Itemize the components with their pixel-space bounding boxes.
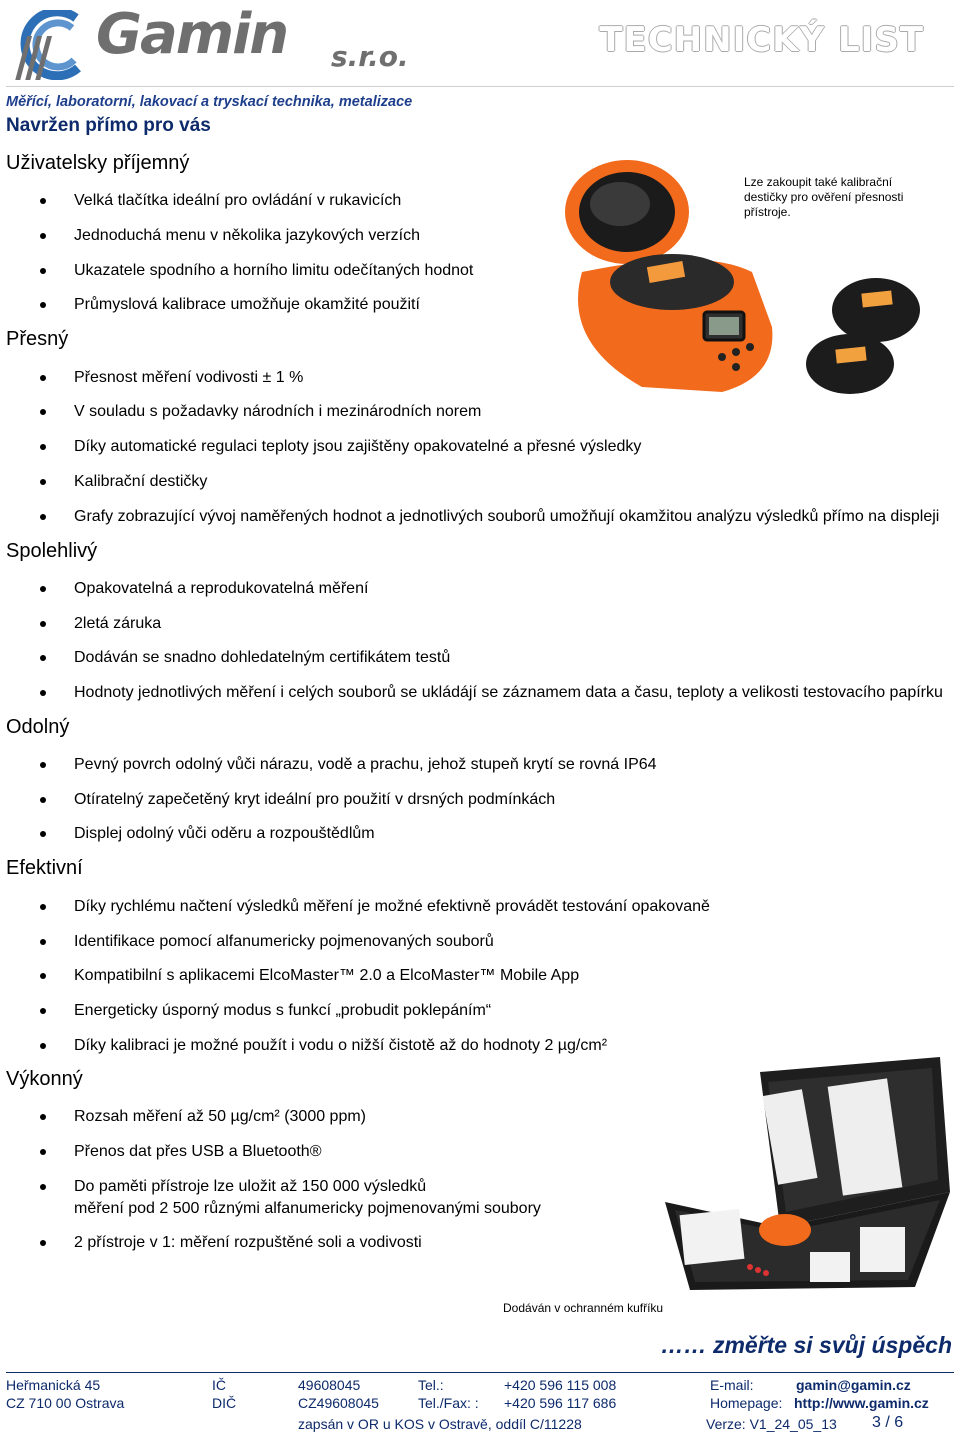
list-item: Hodnoty jednotlivých měření i celých souborů se ukládájí se záznamem data a času, teploty a velikosti testovacího papírku xyxy=(74,684,943,701)
list-item: Jednoduchá menu v několika jazykových verzích xyxy=(74,227,420,244)
bullet-icon xyxy=(40,690,46,696)
footer-homepage-label: Homepage: xyxy=(710,1395,783,1411)
footer-fax-label: Tel./Fax: : xyxy=(418,1395,479,1411)
list-item: Dodáván se snadno dohledatelným certifikátem testů xyxy=(74,649,451,666)
footer-dic-label: DIČ xyxy=(212,1395,237,1411)
list-item: 2 přístroje v 1: měření rozpuštěné soli a vodivosti xyxy=(74,1234,422,1251)
bullet-icon xyxy=(40,797,46,803)
list-item: Díky kalibraci je možné použít i vodu o nižší čistotě až do hodnoty 2 µg/cm² xyxy=(74,1037,608,1054)
list-item: V souladu s požadavky národních i mezinárodních norem xyxy=(74,403,482,420)
list-item: Identifikace pomocí alfanumericky pojmenovaných souborů xyxy=(74,933,494,950)
list-item: Přesnost měření vodivosti ± 1 % xyxy=(74,369,304,386)
bullet-icon xyxy=(40,302,46,308)
footer-ic-label: IČ xyxy=(212,1377,226,1393)
section-heading-durable: Odolný xyxy=(6,716,70,738)
footer-email-label: E-mail: xyxy=(710,1377,754,1393)
bullet-icon xyxy=(40,1184,46,1190)
list-item: Přenos dat přes USB a Bluetooth® xyxy=(74,1143,322,1160)
footer-dic-value: CZ49608045 xyxy=(298,1395,379,1411)
bullet-icon xyxy=(40,586,46,592)
list-item: Díky rychlému načtení výsledků měření je možné efektivně provádět testování opakovaně xyxy=(74,898,710,915)
list-item-continuation: měření pod 2 500 různými alfanumericky pojmenovanými soubory xyxy=(74,1200,541,1217)
section-heading-efficient: Efektivní xyxy=(6,857,83,879)
slogan: …… změřte si svůj úspěch xyxy=(660,1332,952,1358)
list-item: Otíratelný zapečetěný kryt ideální pro použití v drsných podmínkách xyxy=(74,791,556,808)
logo-company-suffix: s.r.o. xyxy=(331,40,409,73)
bullet-icon xyxy=(40,762,46,768)
company-tagline: Měřící, laboratorní, lakovací a tryskací technika, metalizace xyxy=(6,94,413,110)
device-image-caption: Lze zakoupit také kalibrační destičky pro ověření přesnosti přístroje. xyxy=(744,175,904,219)
bullet-icon xyxy=(40,1043,46,1049)
logo-mark-icon xyxy=(6,10,96,80)
bullet-icon xyxy=(40,198,46,204)
company-logo xyxy=(6,4,426,86)
bullet-icon xyxy=(40,655,46,661)
bullet-icon xyxy=(40,1149,46,1155)
list-item: Kompatibilní s aplikacemi ElcoMaster™ 2.0 a ElcoMaster™ Mobile App xyxy=(74,967,580,984)
list-item: Grafy zobrazující vývoj naměřených hodnot a jednotlivých souborů umožňují okamžitou analýzu výsledků přímo na displeji xyxy=(74,508,940,525)
bullet-icon xyxy=(40,479,46,485)
footer-divider xyxy=(6,1372,954,1373)
footer-fax-value: +420 596 117 686 xyxy=(504,1395,617,1411)
bullet-icon xyxy=(40,939,46,945)
list-item: Displej odolný vůči oděru a rozpouštědlům xyxy=(74,825,375,842)
footer-homepage-link[interactable]: http://www.gamin.cz xyxy=(794,1395,929,1411)
list-item: Kalibrační destičky xyxy=(74,473,208,490)
bullet-icon xyxy=(40,1114,46,1120)
footer-tel-label: Tel.: xyxy=(418,1377,444,1393)
list-item: Ukazatele spodního a horního limitu odečítaných hodnot xyxy=(74,262,474,279)
footer-ic-value: 49608045 xyxy=(298,1377,361,1393)
page-title: Navržen přímo pro vás xyxy=(6,115,211,136)
footer-registry: zapsán v OR u KOS v Ostravě, oddíl C/11228 xyxy=(298,1416,582,1432)
footer-street: Heřmanická 45 xyxy=(6,1377,101,1393)
bullet-icon xyxy=(40,831,46,837)
list-item: Rozsah měření až 50 µg/cm² (3000 ppm) xyxy=(74,1108,367,1125)
bullet-icon xyxy=(40,444,46,450)
list-item: Velká tlačítka ideální pro ovládání v rukavicích xyxy=(74,192,402,209)
list-item: Díky automatické regulaci teploty jsou zajištěny opakovatelné a přesné výsledky xyxy=(74,438,642,455)
list-item: 2letá záruka xyxy=(74,615,162,632)
carry-case-image xyxy=(660,1052,960,1292)
footer-version: Verze: V1_24_05_13 xyxy=(706,1416,837,1432)
bullet-icon xyxy=(40,409,46,415)
section-heading-user-friendly: Uživatelsky příjemný xyxy=(6,152,190,174)
list-item: Průmyslová kalibrace umožňuje okamžité použití xyxy=(74,296,420,313)
footer-city: CZ 710 00 Ostrava xyxy=(6,1395,125,1411)
bullet-icon xyxy=(40,973,46,979)
section-heading-powerful: Výkonný xyxy=(6,1068,83,1090)
header-divider xyxy=(6,86,954,87)
list-item: Do paměti přístroje lze uložit až 150 000 výsledků xyxy=(74,1178,427,1195)
page-number: 3 / 6 xyxy=(872,1414,904,1431)
section-heading-reliable: Spolehlivý xyxy=(6,540,98,562)
bullet-icon xyxy=(40,1008,46,1014)
logo-company-name: Gamin xyxy=(96,2,288,67)
bullet-icon xyxy=(40,375,46,381)
case-image-caption: Dodáván v ochranném kufříku xyxy=(503,1301,664,1315)
bullet-icon xyxy=(40,268,46,274)
document-type-title: TECHNICKÝ LIST xyxy=(599,20,924,60)
footer-tel-value: +420 596 115 008 xyxy=(504,1377,617,1393)
list-item: Opakovatelná a reprodukovatelná měření xyxy=(74,580,369,597)
section-heading-precise: Přesný xyxy=(6,328,69,350)
bullet-icon xyxy=(40,1240,46,1246)
list-item: Pevný povrch odolný vůči nárazu, vodě a prachu, jehož stupeň krytí se rovná IP64 xyxy=(74,756,657,773)
list-item: Energeticky úsporný modus s funkcí „probudit poklepáním“ xyxy=(74,1002,492,1019)
bullet-icon xyxy=(40,233,46,239)
bullet-icon xyxy=(40,621,46,627)
bullet-icon xyxy=(40,514,46,520)
footer-email-link[interactable]: gamin@gamin.cz xyxy=(796,1377,911,1393)
bullet-icon xyxy=(40,904,46,910)
